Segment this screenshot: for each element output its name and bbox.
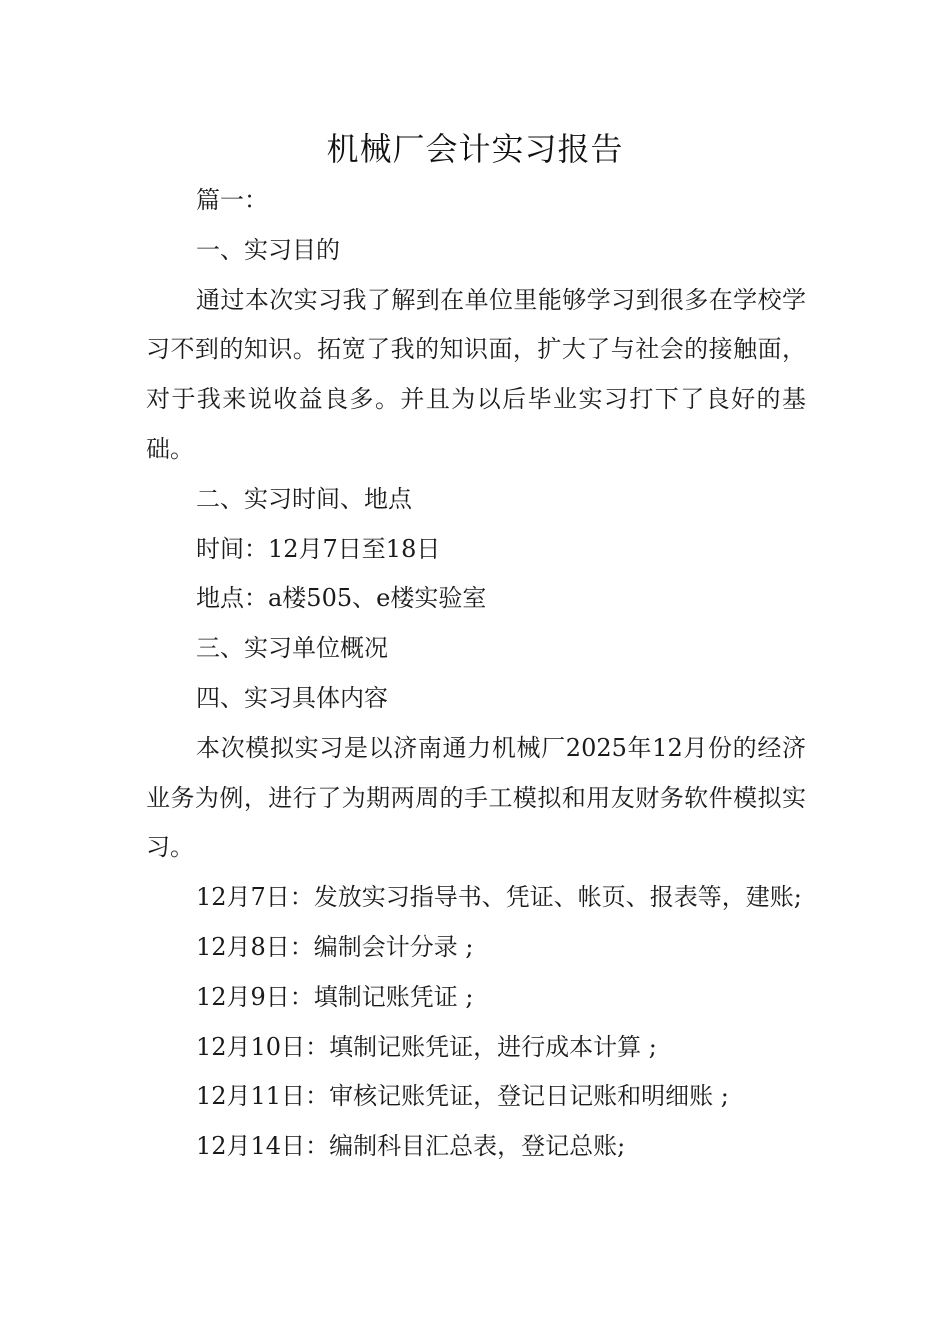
section-label-part-one: 篇一：: [196, 186, 268, 214]
schedule-item: 12月7日：发放实习指导书、凭证、帐页、报表等，建账;: [196, 883, 802, 912]
paragraph-place: 地点：a楼505、e楼实验室: [196, 584, 487, 613]
schedule-item: 12月14日：编制科目汇总表，登记总账;: [196, 1132, 626, 1161]
schedule-item: 12月8日：编制会计分录 ;: [196, 932, 474, 961]
heading-purpose: 一、实习目的: [196, 235, 340, 264]
document-body: [146, 176, 806, 1172]
schedule-item: 12月11日：审核记账凭证，登记日记账和明细账 ;: [196, 1082, 729, 1111]
heading-time-place: 二、实习时间、地点: [196, 484, 412, 513]
paragraph-time: 时间：12月7日至18日: [196, 534, 441, 563]
document-title: 机械厂会计实习报告: [326, 130, 624, 168]
schedule-item: 12月10日：填制记账凭证，进行成本计算 ;: [196, 1032, 657, 1061]
heading-content: 四、实习具体内容: [196, 683, 388, 712]
heading-unit-overview: 三、实习单位概况: [196, 634, 388, 663]
paragraph-content: 本次模拟实习是以济南通力机械厂2025年12月份的经济业务为例，进行了为期两周的手工模拟和用友财务软件模拟实习。: [146, 733, 806, 862]
paragraph-purpose: 通过本次实习我了解到在单位里能够学习到很多在学校学习不到的知识。拓宽了我的知识面，扩大了与社会的接触面，对于我来说收益良多。并且为以后毕业实习打下了良好的基础。: [146, 285, 806, 463]
schedule-item: 12月9日：填制记账凭证 ;: [196, 982, 474, 1011]
